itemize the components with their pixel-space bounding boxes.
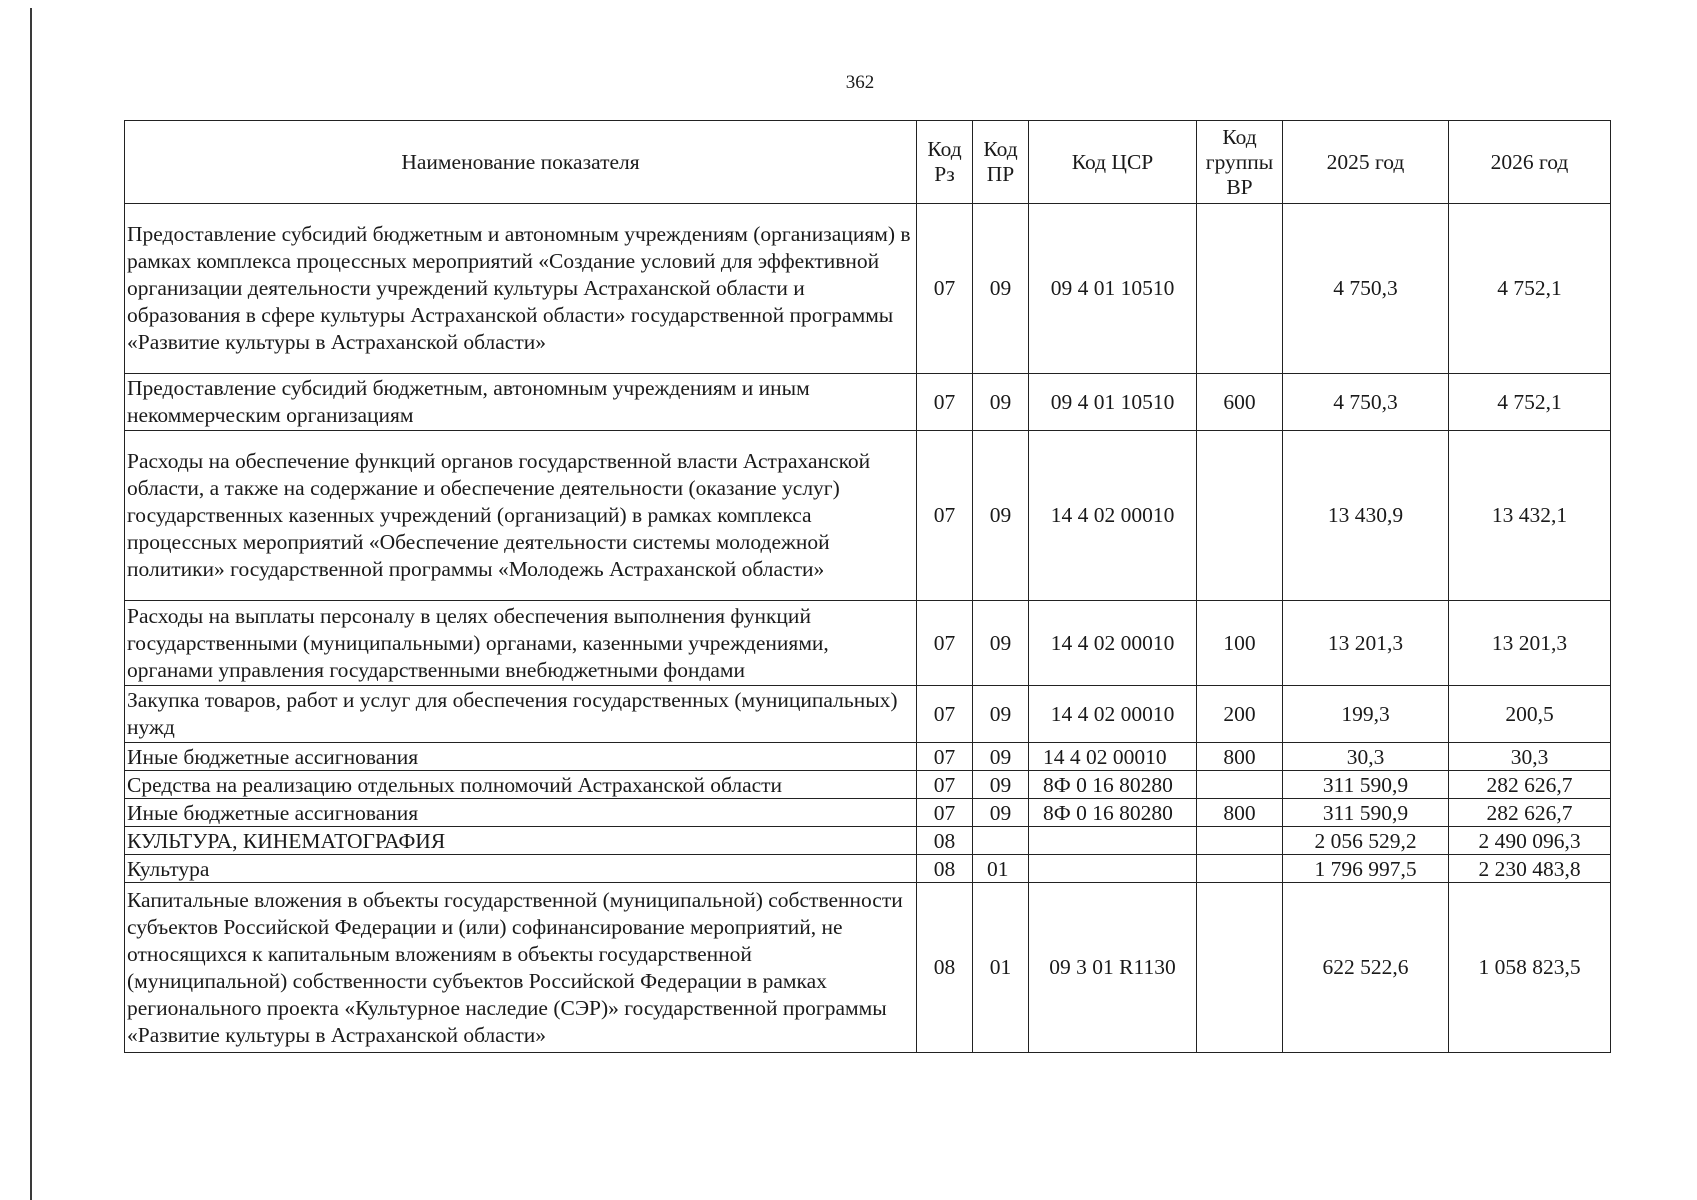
row-2026: 30,3 [1449,743,1611,771]
row-name: Расходы на выплаты персоналу в целях обеспечения выполнения функций государственными (муниципальными) органами, казенными учреждениями, органами управления государственными внебюджетными фондами [125,601,917,686]
row-pr: 09 [973,771,1029,799]
row-name: Капитальные вложения в объекты государственной (муниципальной) собственности субъектов Российской Федерации и (или) софинансирование мероприятий, не относящихся к капитальным вложениям в объекты государственной (муниципальной) собственности субъектов Российской Федерации в рамках регионального проекта «Культурное наследие (СЭР)» государственной программы «Развитие культуры в Астраханской области» [125,883,917,1053]
row-2025: 199,3 [1283,686,1449,743]
table-row [125,799,1611,827]
row-pr: 09 [973,601,1029,686]
table-row [125,743,1611,771]
row-vr: 600 [1197,374,1283,431]
row-vr: 800 [1197,743,1283,771]
header-name: Наименование показателя [125,121,917,204]
row-csr: 8Ф 0 16 80280 [1029,771,1197,799]
row-2025: 311 590,9 [1283,771,1449,799]
row-csr: 8Ф 0 16 80280 [1029,799,1197,827]
row-2025: 4 750,3 [1283,204,1449,374]
row-name: Средства на реализацию отдельных полномочий Астраханской области [125,771,917,799]
row-csr [1029,855,1197,883]
row-csr [1029,827,1197,855]
row-csr: 14 4 02 00010 [1029,601,1197,686]
row-pr [973,827,1029,855]
row-csr: 09 4 01 10510 [1029,374,1197,431]
page-number: 362 [845,72,875,93]
row-vr [1197,827,1283,855]
table-row [125,431,1611,601]
table-row [125,883,1611,1053]
row-csr: 09 4 01 10510 [1029,204,1197,374]
row-rz: 07 [917,601,973,686]
table-header-row [125,121,1611,204]
row-vr: 100 [1197,601,1283,686]
row-pr: 01 [973,855,1029,883]
table-row [125,827,1611,855]
row-rz: 08 [917,827,973,855]
row-name: Иные бюджетные ассигнования [125,743,917,771]
row-rz: 07 [917,374,973,431]
table-row [125,204,1611,374]
header-csr: Код ЦСР [1029,121,1197,204]
row-2025: 622 522,6 [1283,883,1449,1053]
row-pr: 09 [973,799,1029,827]
row-rz: 08 [917,855,973,883]
row-pr: 09 [973,374,1029,431]
row-2026: 200,5 [1449,686,1611,743]
row-2025: 13 201,3 [1283,601,1449,686]
row-2026: 282 626,7 [1449,771,1611,799]
row-name: Предоставление субсидий бюджетным, автономным учреждениям и иным некоммерческим организациям [125,374,917,431]
row-name: Предоставление субсидий бюджетным и автономным учреждениям (организациям) в рамках комплекса процессных мероприятий «Создание условий для эффективной организации деятельности учреждений культуры Астраханской области и образования в сфере культуры Астраханской области» государственной программы «Развитие культуры в Астраханской области» [125,204,917,374]
row-rz: 07 [917,431,973,601]
row-vr: 800 [1197,799,1283,827]
header-2026: 2026 год [1449,121,1611,204]
row-2025: 311 590,9 [1283,799,1449,827]
row-rz: 07 [917,204,973,374]
row-name: Иные бюджетные ассигнования [125,799,917,827]
row-rz: 07 [917,686,973,743]
row-pr: 09 [973,686,1029,743]
table-row [125,855,1611,883]
row-2026: 1 058 823,5 [1449,883,1611,1053]
row-pr: 09 [973,743,1029,771]
row-name: Закупка товаров, работ и услуг для обеспечения государственных (муниципальных) нужд [125,686,917,743]
row-vr [1197,855,1283,883]
row-name: Расходы на обеспечение функций органов государственной власти Астраханской области, а также на содержание и обеспечение деятельности (оказание услуг) государственных казенных учреждений (организаций) в рамках комплекса процессных мероприятий «Обеспечение деятельности системы молодежной политики» государственной программы «Молодежь Астраханской области» [125,431,917,601]
row-rz: 07 [917,743,973,771]
row-csr: 09 3 01 R1130 [1029,883,1197,1053]
row-vr [1197,431,1283,601]
row-vr [1197,883,1283,1053]
row-2025: 30,3 [1283,743,1449,771]
row-csr: 14 4 02 00010 [1029,743,1197,771]
row-name: Культура [125,855,917,883]
row-rz: 07 [917,799,973,827]
table-row [125,771,1611,799]
table-row [125,601,1611,686]
row-2026: 2 230 483,8 [1449,855,1611,883]
row-vr: 200 [1197,686,1283,743]
row-2026: 4 752,1 [1449,204,1611,374]
row-2025: 4 750,3 [1283,374,1449,431]
row-csr: 14 4 02 00010 [1029,686,1197,743]
budget-table [124,120,1611,1053]
table-row [125,374,1611,431]
row-rz: 07 [917,771,973,799]
header-pr: Код ПР [973,121,1029,204]
row-2025: 2 056 529,2 [1283,827,1449,855]
header-2025: 2025 год [1283,121,1449,204]
header-rz: Код Рз [917,121,973,204]
row-name: КУЛЬТУРА, КИНЕМАТОГРАФИЯ [125,827,917,855]
row-csr: 14 4 02 00010 [1029,431,1197,601]
row-2026: 2 490 096,3 [1449,827,1611,855]
row-2026: 4 752,1 [1449,374,1611,431]
row-2026: 282 626,7 [1449,799,1611,827]
row-2026: 13 201,3 [1449,601,1611,686]
table-row [125,686,1611,743]
row-pr: 09 [973,204,1029,374]
row-vr [1197,771,1283,799]
row-rz: 08 [917,883,973,1053]
row-2025: 1 796 997,5 [1283,855,1449,883]
row-pr: 01 [973,883,1029,1053]
row-2026: 13 432,1 [1449,431,1611,601]
row-vr [1197,204,1283,374]
row-2025: 13 430,9 [1283,431,1449,601]
row-pr: 09 [973,431,1029,601]
header-vr: Код группы ВР [1197,121,1283,204]
scan-edge-line [30,8,32,1200]
